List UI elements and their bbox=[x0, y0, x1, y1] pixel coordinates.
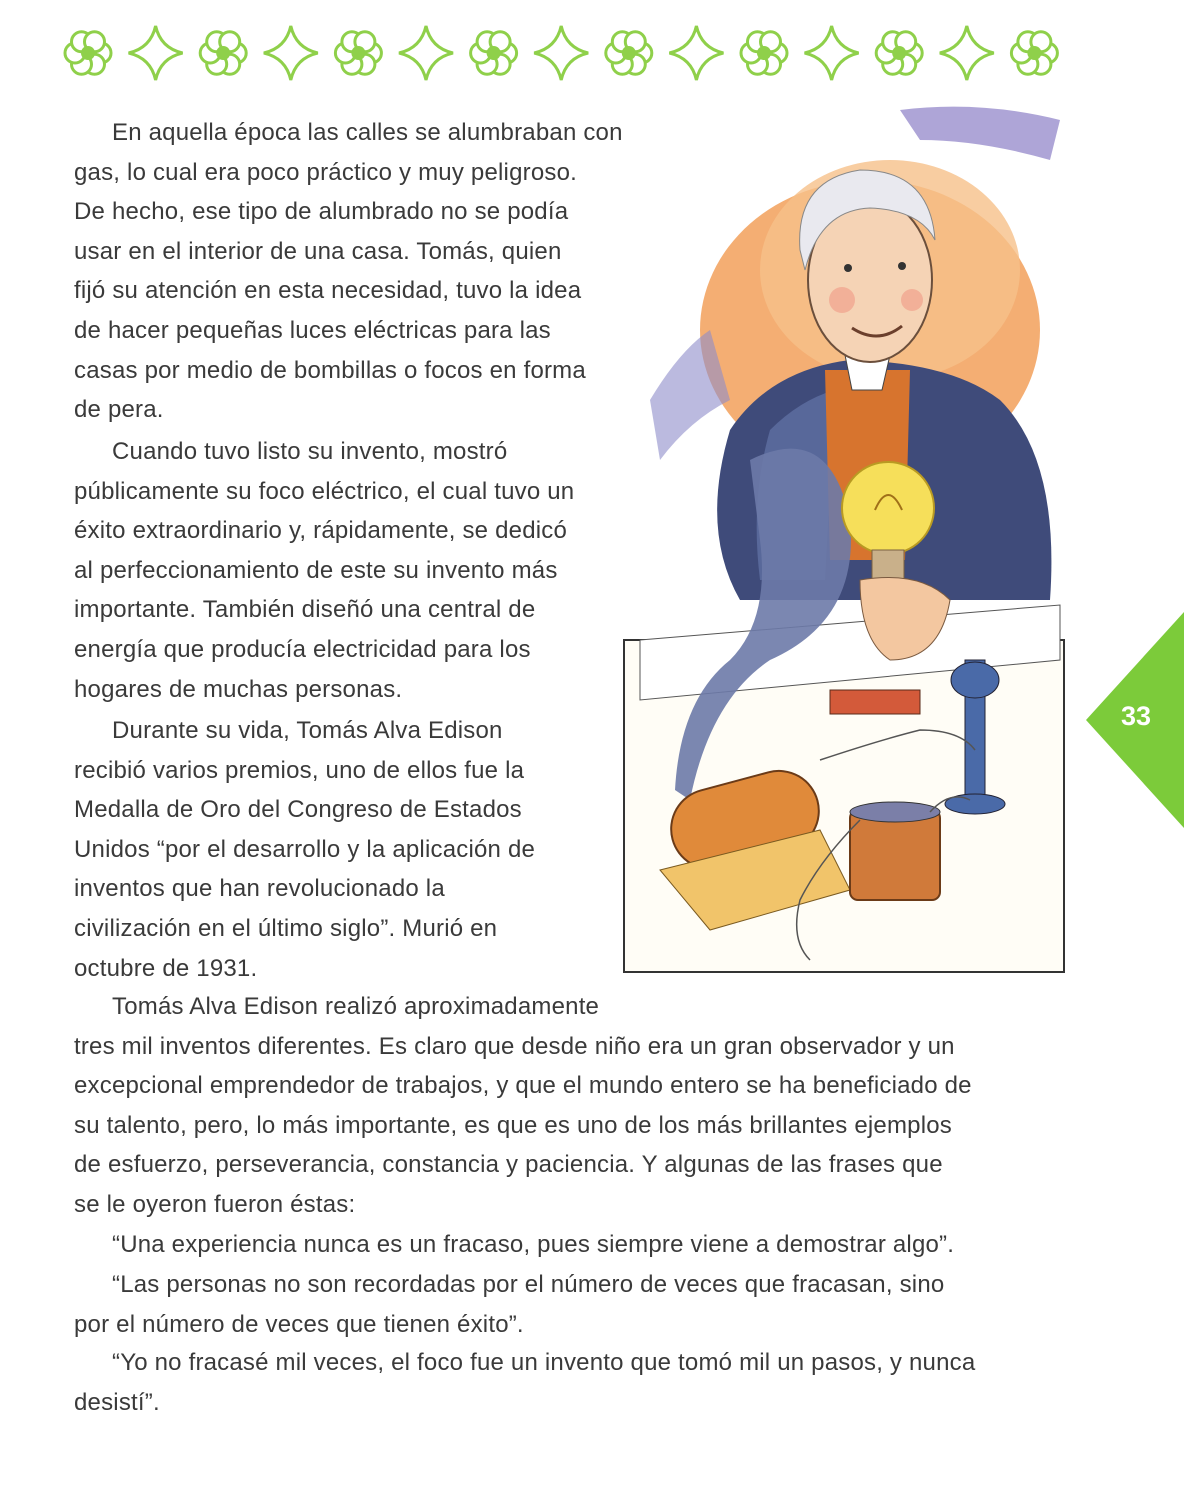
text-line: Cuando tuvo listo su invento, mostró bbox=[112, 438, 508, 465]
star-icon bbox=[940, 26, 994, 80]
light-bulb-base bbox=[872, 550, 904, 580]
text-line: su talento, pero, lo más importante, es que es uno de los más brillantes ejemplos bbox=[74, 1111, 952, 1139]
star-icon bbox=[264, 26, 318, 80]
text-line: Durante su vida, Tomás Alva Edison bbox=[112, 717, 503, 744]
text-line: desistí”. bbox=[74, 1388, 160, 1416]
flower-icon bbox=[1011, 32, 1057, 75]
flower-icon bbox=[471, 32, 517, 75]
text-line: hogares de muchas personas. bbox=[74, 675, 403, 703]
star-icon bbox=[129, 26, 183, 80]
star-icon bbox=[399, 26, 453, 80]
text-line: Medalla de Oro del Congreso de Estados bbox=[74, 796, 522, 824]
paragraph-inventions-summary bbox=[74, 987, 972, 1225]
text-line: Tomás Alva Edison realizó aproximadamente bbox=[112, 993, 600, 1020]
text-line: recibió varios premios, uno de ellos fue la bbox=[74, 756, 525, 784]
text-line: De hecho, ese tipo de alumbrado no se podía bbox=[74, 198, 569, 226]
text-line: Unidos “por el desarrollo y la aplicación de bbox=[74, 835, 536, 863]
text-line: En aquella época las calles se alumbraban con bbox=[112, 119, 623, 146]
text-line: tres mil inventos diferentes. Es claro que desde niño era un gran observador y un bbox=[74, 1032, 955, 1060]
star-icon bbox=[669, 26, 723, 80]
battery-jar bbox=[850, 810, 940, 900]
text-line: se le oyeron fueron éstas: bbox=[74, 1190, 356, 1218]
flower-icon bbox=[200, 32, 246, 75]
cheek bbox=[901, 289, 923, 311]
text-line: importante. También diseñó una central de bbox=[74, 596, 536, 624]
page-number: 33 bbox=[1120, 701, 1152, 731]
text-line: de hacer pequeñas luces eléctricas para las bbox=[74, 316, 551, 344]
flower-icon bbox=[741, 32, 787, 75]
telegraph-key bbox=[830, 690, 920, 714]
text-line: de pera. bbox=[74, 396, 164, 424]
flower-icon bbox=[335, 32, 381, 75]
text-line: “Yo no fracasé mil veces, el foco fue un invento que tomó mil un pasos, y nunca bbox=[112, 1349, 976, 1376]
text-line: civilización en el último siglo”. Murió en bbox=[74, 914, 498, 942]
star-icon bbox=[534, 26, 588, 80]
quote-experience bbox=[74, 1225, 954, 1265]
telephone-mouthpiece bbox=[951, 662, 999, 698]
purple-paint-stroke bbox=[900, 107, 1060, 160]
text-line: de esfuerzo, perseverancia, constancia y paciencia. Y algunas de las frases que bbox=[74, 1151, 943, 1179]
text-line: “Una experiencia nunca es un fracaso, pues siempre viene a demostrar algo”. bbox=[112, 1231, 955, 1258]
text-line: casas por medio de bombillas o focos en forma bbox=[74, 356, 586, 384]
text-line: al perfeccionamiento de este su invento más bbox=[74, 556, 558, 584]
text-line: por el número de veces que tienen éxito”. bbox=[74, 1310, 524, 1338]
light-bulb-icon bbox=[842, 462, 934, 554]
text-line: octubre de 1931. bbox=[74, 954, 258, 982]
flower-icon bbox=[65, 32, 111, 75]
flower-icon bbox=[606, 32, 652, 75]
quote-never-failed bbox=[74, 1343, 975, 1422]
flower-icon bbox=[876, 32, 922, 75]
text-line: “Las personas no son recordadas por el número de veces que fracasan, sino bbox=[112, 1271, 945, 1298]
flower-star-border bbox=[60, 22, 1070, 84]
text-line: fijó su atención en esta necesidad, tuvo la idea bbox=[74, 277, 582, 305]
text-line: públicamente su foco eléctrico, el cual tuvo un bbox=[74, 477, 575, 505]
paragraph-awards bbox=[74, 711, 535, 988]
quote-remembered bbox=[74, 1265, 944, 1344]
eye bbox=[898, 262, 906, 270]
text-line: gas, lo cual era poco práctico y muy peligroso. bbox=[74, 158, 577, 186]
paragraph-invention-success bbox=[74, 432, 574, 709]
text-line: usar en el interior de una casa. Tomás, quien bbox=[74, 237, 562, 265]
text-line: éxito extraordinario y, rápidamente, se dedicó bbox=[74, 517, 568, 545]
star-icon bbox=[805, 26, 859, 80]
eye bbox=[844, 264, 852, 272]
edison-illustration bbox=[620, 100, 1070, 976]
cheek bbox=[829, 287, 855, 313]
text-line: energía que producía electricidad para los bbox=[74, 635, 531, 663]
text-line: excepcional emprendedor de trabajos, y que el mundo entero se ha beneficiado de bbox=[74, 1072, 972, 1100]
battery-jar-top bbox=[850, 802, 940, 822]
text-line: inventos que han revolucionado la bbox=[74, 875, 445, 903]
paragraph-street-lighting bbox=[74, 113, 623, 430]
